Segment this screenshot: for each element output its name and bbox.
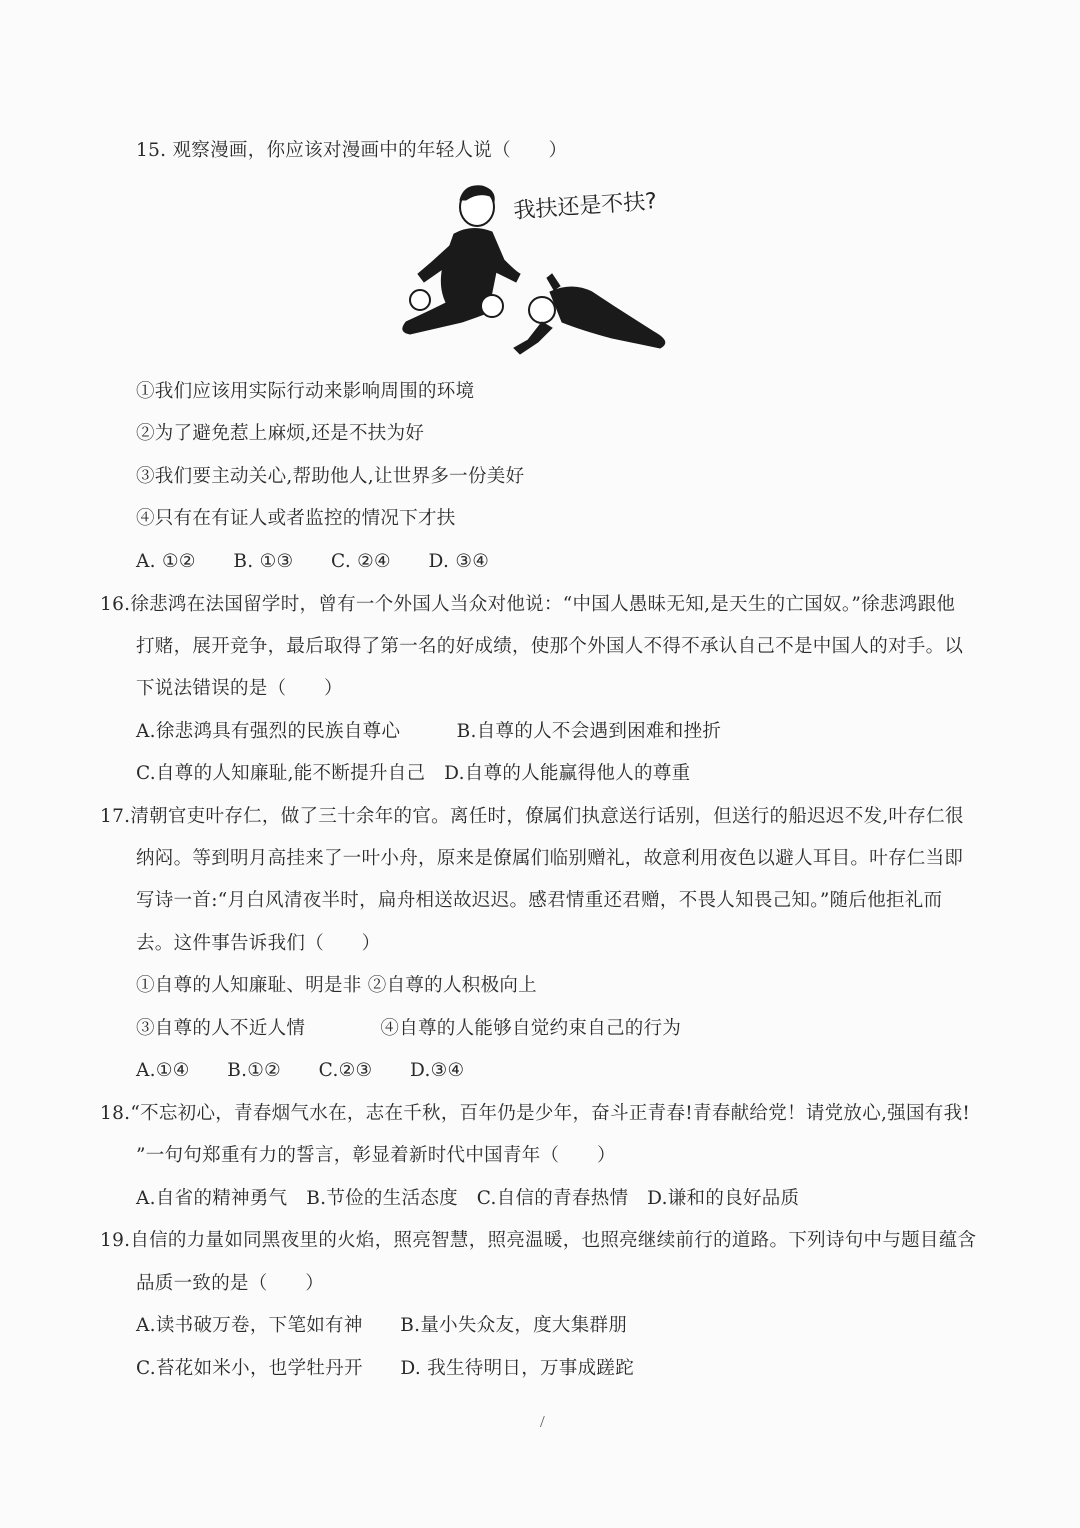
q15-option-2: ②为了避免惹上麻烦,还是不扶为好 xyxy=(136,423,425,444)
q17-stem-line-1: 17.清朝官吏叶存仁，做了三十余年的官。离任时，僚属们执意送行话别，但送行的船迟迟不发,叶存仁很 xyxy=(100,806,964,827)
q19-choices-2: C.苔花如米小，也学牡丹开 D. 我生待明日，万事成蹉跎 xyxy=(136,1358,635,1379)
q18-choices: A.自省的精神勇气 B.节俭的生活态度 C.自信的青春热情 D.谦和的良好品质 xyxy=(136,1188,800,1209)
q17-stem-line-3: 写诗一首:“月白风清夜半时，扁舟相送故迟迟。感君情重还君赠，不畏人知畏己知。”随后他拒礼而 xyxy=(136,890,943,911)
q18-stem-line-2: ”一句句郑重有力的誓言，彰显着新时代中国青年（ ） xyxy=(136,1145,616,1166)
q15-choices: A. ①② B. ①③ C. ②④ D. ③④ xyxy=(136,551,490,572)
q15-option-1: ①我们应该用实际行动来影响周围的环境 xyxy=(136,381,475,402)
q15-stem: 15. 观察漫画，你应该对漫画中的年轻人说（ ） xyxy=(136,140,568,161)
q17-stem-line-4: 去。这件事告诉我们（ ） xyxy=(136,933,381,954)
q19-stem-line-2: 品质一致的是（ ） xyxy=(136,1273,325,1294)
cartoon-image xyxy=(392,182,682,362)
q17-options-2: ③自尊的人不近人情 ④自尊的人能够自觉约束自己的行为 xyxy=(136,1018,682,1039)
q17-stem-line-2: 纳闷。等到明月高挂来了一叶小舟，原来是僚属们临别赠礼，故意利用夜色以避人耳目。叶存仁当即 xyxy=(136,848,964,869)
q18-stem-line-1: 18.“不忘初心，青春烟气水在，志在千秋，百年仍是少年，奋斗正青春!青春献给党！请党放心,强国有我! xyxy=(100,1103,971,1124)
q16-stem-line-2: 打赌，展开竞争，最后取得了第一名的好成绩，使那个外国人不得不承认自己不是中国人的对手。以 xyxy=(136,636,964,657)
q16-stem-line-3: 下说法错误的是（ ） xyxy=(136,678,343,699)
page-number: / xyxy=(540,1412,545,1431)
q17-options-1: ①自尊的人知廉耻、明是非 ②自尊的人积极向上 xyxy=(136,975,537,996)
q15-option-4: ④只有在有证人或者监控的情况下才扶 xyxy=(136,508,456,529)
cartoon-caption: 我扶还是不扶? xyxy=(512,189,658,224)
q16-stem-line-1: 16.徐悲鸿在法国留学时，曾有一个外国人当众对他说：“中国人愚昧无知,是天生的亡国奴。”徐悲鸿跟他 xyxy=(100,594,956,615)
q17-choices: A.①④ B.①② C.②③ D.③④ xyxy=(136,1060,465,1081)
q15-option-3: ③我们要主动关心,帮助他人,让世界多一份美好 xyxy=(136,466,525,487)
q16-choices-2: C.自尊的人知廉耻,能不断提升自己 D.自尊的人能赢得他人的尊重 xyxy=(136,763,691,784)
q16-choices-1: A.徐悲鸿具有强烈的民族自尊心 B.自尊的人不会遇到困难和挫折 xyxy=(136,721,722,742)
q19-choices-1: A.读书破万卷，下笔如有神 B.量小失众友，度大集群朋 xyxy=(136,1315,628,1336)
q19-stem-line-1: 19.自信的力量如同黑夜里的火焰，照亮智慧，照亮温暖，也照亮继续前行的道路。下列诗句中与题目蕴含 xyxy=(100,1230,977,1251)
